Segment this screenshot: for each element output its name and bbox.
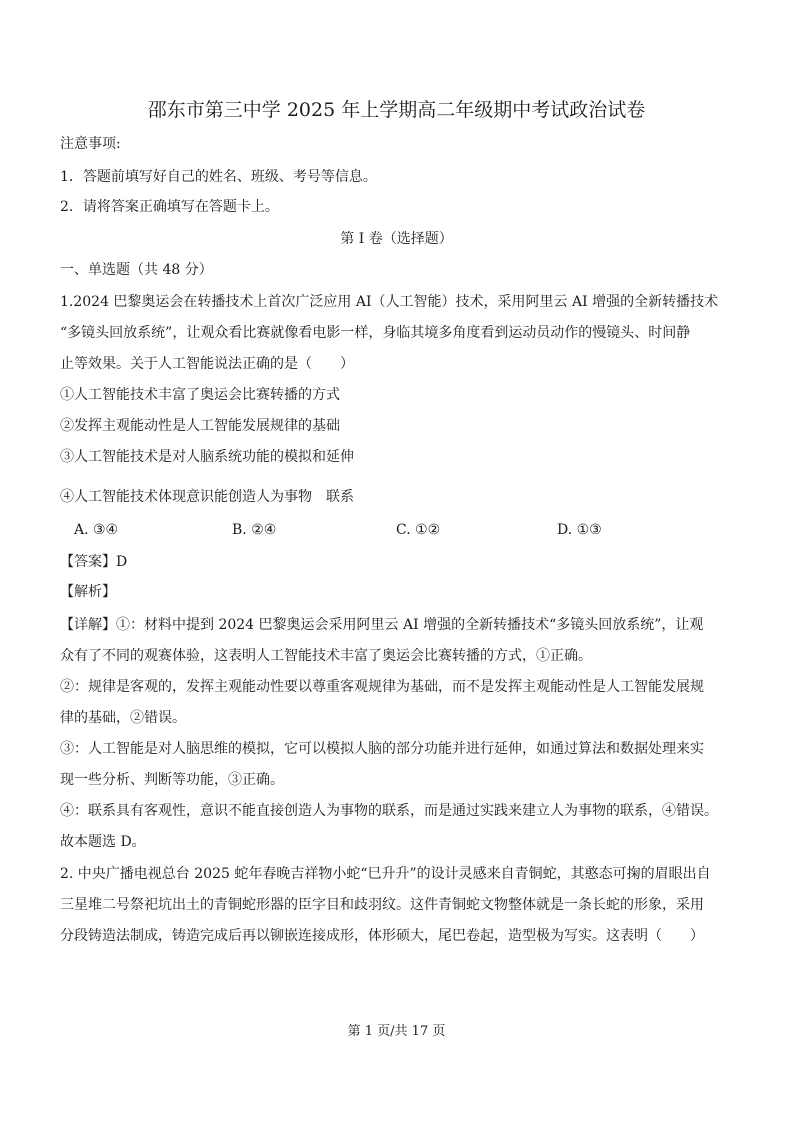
q2-stem-line: 三星堆二号祭祀坑出土的青铜蛇形器的臣字目和歧羽纹。这件青铜蛇文物整体就是一条长蛇的形象，采用 (60, 897, 704, 913)
q1-statement-3: ③人工智能技术是对人脑系统功能的模拟和延伸 (60, 449, 354, 465)
q1-detail-line: ④：联系具有客观性，意识不能直接创造人为事物的联系，而是通过实践来建立人为事物的联系，④错误。 (60, 803, 718, 819)
q1-stem-line: 止等效果。关于人工智能说法正确的是（ ） (60, 356, 354, 372)
q2-stem-line: 分段铸造法制成，铸造完成后再以铆嵌连接成形，体形硕大，尾巴卷起，造型极为写实。这表明（ ） (60, 928, 704, 944)
q1-stem-line: 1.2024 巴黎奥运会在转播技术上首次广泛应用 AI（人工智能）技术，采用阿里云 AI 增强的全新转播技术 (60, 294, 719, 310)
q2-stem-line: 2. 中央广播电视总台 2025 蛇年春晚吉祥物小蛇“巳升升”的设计灵感来自青铜蛇，其憨态可掬的眉眼出自 (60, 866, 711, 882)
q1-option-c: C. ①② (396, 522, 441, 538)
exam-title: 邵东市第三中学 2025 年上学期高二年级期中考试政治试卷 (147, 99, 646, 121)
page-footer: 第 1 页/共 17 页 (347, 1024, 446, 1039)
section-heading: 一、单选题（共 48 分） (60, 262, 213, 278)
q1-detail-line: 现一些分析、判断等功能，③正确。 (60, 772, 284, 788)
notice-item-1: 1．答题前填写好自己的姓名、班级、考号等信息。 (60, 169, 377, 185)
q1-stem-line: “多镜头回放系统”，让观众看比赛就像看电影一样，身临其境多角度看到运动员动作的慢镜头、时间静 (60, 325, 691, 341)
q1-answer: 【答案】D (60, 554, 128, 570)
q1-option-a: A. ③④ (74, 522, 119, 538)
q1-statement-2: ②发挥主观能动性是人工智能发展规律的基础 (60, 418, 340, 434)
q1-detail-line: ③：人工智能是对人脑思维的模拟，它可以模拟人脑的部分功能并进行延伸，如通过算法和数据处理来实 (60, 741, 704, 757)
volume-heading: 第 I 卷（选择题） (340, 231, 453, 247)
q1-option-d: D. ①③ (557, 522, 602, 538)
q1-analysis-label: 【解析】 (60, 584, 116, 600)
notice-item-2: 2．请将答案正确填写在答题卡上。 (60, 199, 279, 215)
q1-detail-line: 故本题选 D。 (60, 834, 146, 850)
q1-detail-line: 律的基础，②错误。 (60, 710, 186, 726)
q1-statement-1: ①人工智能技术丰富了奥运会比赛转播的方式 (60, 387, 340, 403)
q1-option-b: B. ②④ (232, 522, 277, 538)
notice-heading: 注意事项: (60, 136, 121, 152)
q1-detail-line: 【详解】①：材料中提到 2024 巴黎奥运会采用阿里云 AI 增强的全新转播技术“多镜头回放系统”，让观 (60, 617, 704, 633)
q1-detail-line: 众有了不同的观赛体验，这表明人工智能技术丰富了奥运会比赛转播的方式，①正确。 (60, 648, 592, 664)
q1-statement-4: ④人工智能技术体现意识能创造人为事物 联系 (60, 489, 354, 505)
q1-options (60, 520, 740, 540)
q1-detail-line: ②：规律是客观的，发挥主观能动性要以尊重客观规律为基础，而不是发挥主观能动性是人工智能发展规 (60, 679, 704, 695)
